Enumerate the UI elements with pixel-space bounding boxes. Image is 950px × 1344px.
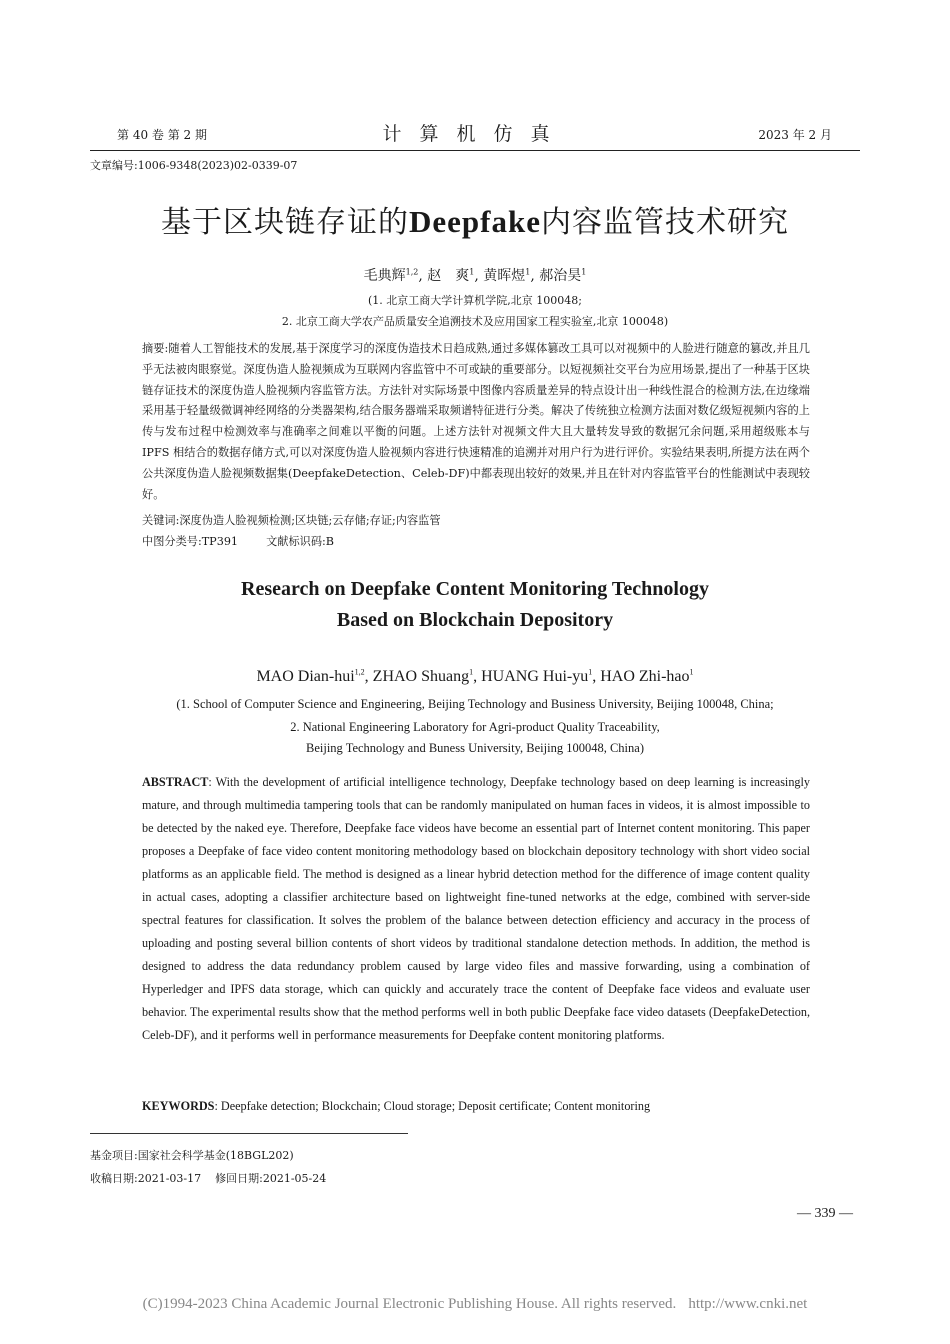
revised-date: 修回日期:2021-05-24 bbox=[215, 1172, 327, 1185]
footnote-divider bbox=[90, 1133, 408, 1134]
chinese-authors bbox=[0, 265, 950, 285]
keywords-label: KEYWORDS bbox=[142, 1099, 215, 1113]
header-divider bbox=[90, 150, 860, 151]
english-title bbox=[0, 574, 950, 636]
fund-note: 基金项目:国家社会科学基金(18BGL202) bbox=[90, 1149, 294, 1162]
chinese-title-suffix: 内容监管技术研究 bbox=[540, 205, 789, 240]
author-affiliation-mark: 1,2 bbox=[354, 667, 365, 677]
english-authors bbox=[0, 668, 950, 686]
issue-date: 2023 年 2 月 bbox=[758, 128, 832, 142]
chinese-affiliation-1: (1. 北京工商大学计算机学院,北京 100048; bbox=[368, 294, 582, 307]
chinese-title bbox=[0, 197, 950, 241]
document-code: 文献标识码:B bbox=[266, 535, 334, 548]
abstract-text: : With the development of artificial intelligence technology, Deepfake technology based on deep learning is increasingly mature, and through multimedia tampering tools that can be randomly manipulated on human faces in videos, it is almost impossible to be detected by the naked eye. Therefore, Deepfake face videos have become an essential part of Internet content monitoring. This paper proposes a Deepfake of face video content monitoring methodology based on blockchain depository technology with short video social platforms as an applicable field. The method is designed as a linear hybrid detection method for the difference of image content quality in actual cases, adopting a classifier architecture based on lightweight fine-tuned networks at the edge, combined with server-side spectral features for classification. It solves the problem of the balance between detection efficiency and accuracy in the process of uploading and posting several billion contents of short videos by traditional standalone detection methods. In addition, the method is designed to address the data redundancy problem caused by large video files and massive forwarding, using a combination of Hyperledger and IPFS data storage, which can quickly and accurately trace the content of Deepfake face videos and evaluate user behavior. The experimental results show that the method performs well in both public Deepfake face video datasets (DeepfakeDetection, Celeb-DF), and it performs well in performance measurements for Deepfake content monitoring platforms. bbox=[142, 775, 810, 1042]
author: 黄晖煜 bbox=[483, 268, 526, 284]
author-affiliation-mark: 1 bbox=[469, 667, 474, 677]
author-separator: , bbox=[530, 268, 535, 284]
cnki-url[interactable]: http://www.cnki.net bbox=[688, 1296, 808, 1312]
author-affiliation-mark: 1 bbox=[581, 267, 587, 277]
copyright-text: (C)1994-2023 China Academic Journal Electronic Publishing House. All rights reserved. bbox=[142, 1296, 677, 1312]
english-keywords bbox=[142, 1095, 810, 1118]
page-number: — 339 — bbox=[797, 1206, 853, 1221]
author-separator: , bbox=[474, 268, 479, 284]
author: HAO Zhi-hao bbox=[600, 668, 690, 685]
chinese-title-prefix: 基于区块链存证的 bbox=[161, 205, 409, 240]
volume-issue: 第 40 卷 第 2 期 bbox=[117, 128, 207, 142]
author: MAO Dian-hui bbox=[256, 668, 355, 685]
author-affiliation-mark: 1 bbox=[588, 667, 593, 677]
author-affiliation-mark: 1 bbox=[469, 267, 475, 277]
chinese-abstract: 摘要:随着人工智能技术的发展,基于深度学习的深度伪造技术日趋成熟,通过多媒体篡改工具可以对视频中的人脸进行随意的篡改,并且几乎无法被肉眼察觉。深度伪造人脸视频成为互联网内容监管中不可或缺的重要部分。以短视频社交平台为应用场景,提出了一种基于区块链存证技术的深度伪造人脸视频内容监管方法。方法针对实际场景中图像内容质量差异的特点设计出一种线性混合的检测方法,在边缘端采用基于轻量级微调神经网络的分类器架构,结合服务器端采取频谱特征进行分类。解决了传统独立检测方法面对数亿级短视频内容的上传与发布过程中检测效率与准确率之间难以平衡的问题。上述方法针对视频文件大且大量转发导致的数据冗余问题,采用超级账本与 IPFS 相结合的数据存储方式,可以对深度伪造人脸视频内容进行快速精准的追溯并对用户行为进行评价。实验结果表明,所提方法在两个公共深度伪造人脸视频数据集(DeepfakeDetection、Celeb-DF)中都表现出较好的效果,并且在针对内容监管平台的性能测试中表现较好。 bbox=[142, 342, 810, 501]
english-affiliation-1: (1. School of Computer Science and Engineering, Beijing Technology and Business University, Beijing 100048, China; bbox=[176, 697, 774, 711]
chinese-affiliation-2: 2. 北京工商大学农产品质量安全追溯技术及应用国家工程实验室,北京 100048) bbox=[281, 315, 669, 328]
author: HUANG Hui-yu bbox=[481, 668, 589, 685]
author-separator: , bbox=[592, 668, 601, 685]
article-number: 文章编号:1006-9348(2023)02-0339-07 bbox=[90, 159, 298, 172]
keywords-text: : Deepfake detection; Blockchain; Cloud storage; Deposit certificate; Content monitoring bbox=[214, 1099, 651, 1113]
classification-line bbox=[142, 532, 810, 553]
date-note bbox=[90, 1170, 326, 1186]
copyright-watermark bbox=[0, 1296, 950, 1313]
author-separator: , bbox=[473, 668, 482, 685]
author: ZHAO Shuang bbox=[372, 668, 470, 685]
english-affiliation-3: Beijing Technology and Buness University, Beijing 100048, China) bbox=[306, 741, 644, 755]
english-title-line-1: Research on Deepfake Content Monitoring Technology bbox=[241, 578, 709, 600]
author-separator: , bbox=[418, 268, 423, 284]
chinese-keywords: 关键词:深度伪造人脸视频检测;区块链;云存储;存证;内容监管 bbox=[142, 514, 441, 527]
author: 郝治昊 bbox=[539, 268, 582, 284]
author-affiliation-mark: 1 bbox=[525, 267, 531, 277]
abstract-label: ABSTRACT bbox=[142, 775, 209, 789]
english-title-line-2: Based on Blockchain Depository bbox=[336, 609, 614, 631]
author-affiliation-mark: 1,2 bbox=[405, 267, 419, 277]
author-separator: , bbox=[364, 668, 373, 685]
author: 毛典辉 bbox=[363, 268, 406, 284]
journal-name: 计算机仿真 bbox=[382, 123, 568, 145]
author-affiliation-mark: 1 bbox=[689, 667, 694, 677]
english-affiliation-2: 2. National Engineering Laboratory for Agri-product Quality Traceability, bbox=[290, 720, 660, 734]
clc-number: 中图分类号:TP391 bbox=[142, 535, 239, 548]
chinese-title-keyword: Deepfake bbox=[409, 204, 541, 239]
received-date: 收稿日期:2021-03-17 bbox=[90, 1172, 202, 1185]
english-abstract bbox=[142, 771, 810, 1047]
author: 赵 爽 bbox=[427, 268, 470, 284]
